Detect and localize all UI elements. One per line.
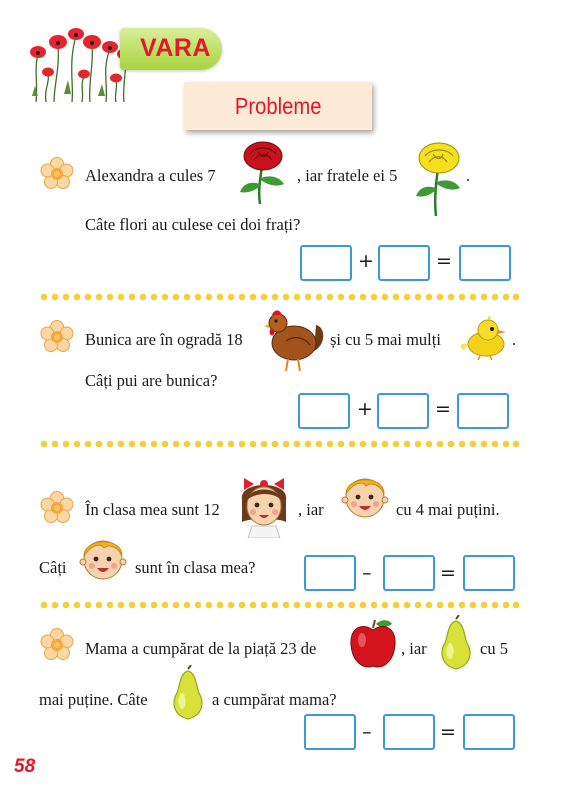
chick-icon xyxy=(456,316,510,360)
answer-box[interactable] xyxy=(463,714,515,750)
answer-box[interactable] xyxy=(457,393,509,429)
problem-1-text-b: , iar fratele ei 5 xyxy=(297,166,398,185)
answer-box[interactable] xyxy=(383,555,435,591)
equals-sign: = xyxy=(436,250,452,272)
page-number: 58 xyxy=(14,756,36,777)
boy-icon xyxy=(340,470,390,528)
minus-sign: – xyxy=(362,562,372,584)
answer-box[interactable] xyxy=(383,714,435,750)
section-label: VARA xyxy=(140,34,211,62)
dotted-divider xyxy=(40,293,520,301)
page-title: Probleme xyxy=(234,93,322,119)
plus-sign: + xyxy=(358,250,374,272)
problem-3-text-b: , iar xyxy=(298,500,324,519)
dotted-divider xyxy=(40,601,520,609)
equals-sign: = xyxy=(440,562,456,584)
apple-icon xyxy=(348,618,398,670)
answer-box[interactable] xyxy=(463,555,515,591)
equals-sign: = xyxy=(435,398,451,420)
problem-4-text-a: Mama a cumpărat de la piață 23 de xyxy=(85,639,317,658)
problem-4-question-b: a cumpărat mama? xyxy=(212,690,337,709)
problem-3-text-c: cu 4 mai puțini. xyxy=(396,500,500,519)
problem-1-text-c: . xyxy=(466,166,471,185)
answer-box[interactable] xyxy=(377,393,429,429)
problem-4-text-c: cu 5 xyxy=(480,639,508,658)
problem-1-question: Câte flori au culese cei doi frați? xyxy=(85,215,301,234)
problem-2-text-a: Bunica are în ogradă 18 xyxy=(85,330,243,349)
equals-sign: = xyxy=(440,721,456,743)
minus-sign: – xyxy=(362,721,372,743)
answer-box[interactable] xyxy=(300,245,352,281)
pear-icon xyxy=(436,615,476,671)
answer-box[interactable] xyxy=(378,245,430,281)
girl-icon xyxy=(236,470,292,538)
problem-4-text-b: , iar xyxy=(401,639,427,658)
boy-icon xyxy=(78,532,128,590)
answer-box[interactable] xyxy=(304,714,356,750)
problem-3-text-a: În clasa mea sunt 12 xyxy=(85,500,220,519)
flower-badge-icon xyxy=(40,320,74,354)
page-title-box xyxy=(184,82,372,130)
answer-box[interactable] xyxy=(298,393,350,429)
problem-4-question-a: mai puține. Câte xyxy=(39,690,148,709)
answer-box[interactable] xyxy=(304,555,356,591)
yellow-rose-icon xyxy=(410,140,471,216)
flower-badge-icon xyxy=(40,628,74,662)
pear-icon xyxy=(168,665,208,721)
hen-icon xyxy=(264,305,326,375)
problem-3-question-b: sunt în clasa mea? xyxy=(135,558,256,577)
plus-sign: + xyxy=(357,398,373,420)
red-rose-icon xyxy=(236,140,292,204)
dotted-divider xyxy=(40,440,520,448)
problem-1-text-a: Alexandra a cules 7 xyxy=(85,166,216,185)
flower-badge-icon xyxy=(40,491,74,525)
problem-2-text-c: . xyxy=(512,330,517,349)
problem-2-question: Câți pui are bunica? xyxy=(85,371,218,390)
flower-badge-icon xyxy=(40,157,74,191)
answer-box[interactable] xyxy=(459,245,511,281)
problem-3-question-a: Câți xyxy=(39,558,67,577)
problem-2-text-b: și cu 5 mai mulți xyxy=(330,330,441,349)
